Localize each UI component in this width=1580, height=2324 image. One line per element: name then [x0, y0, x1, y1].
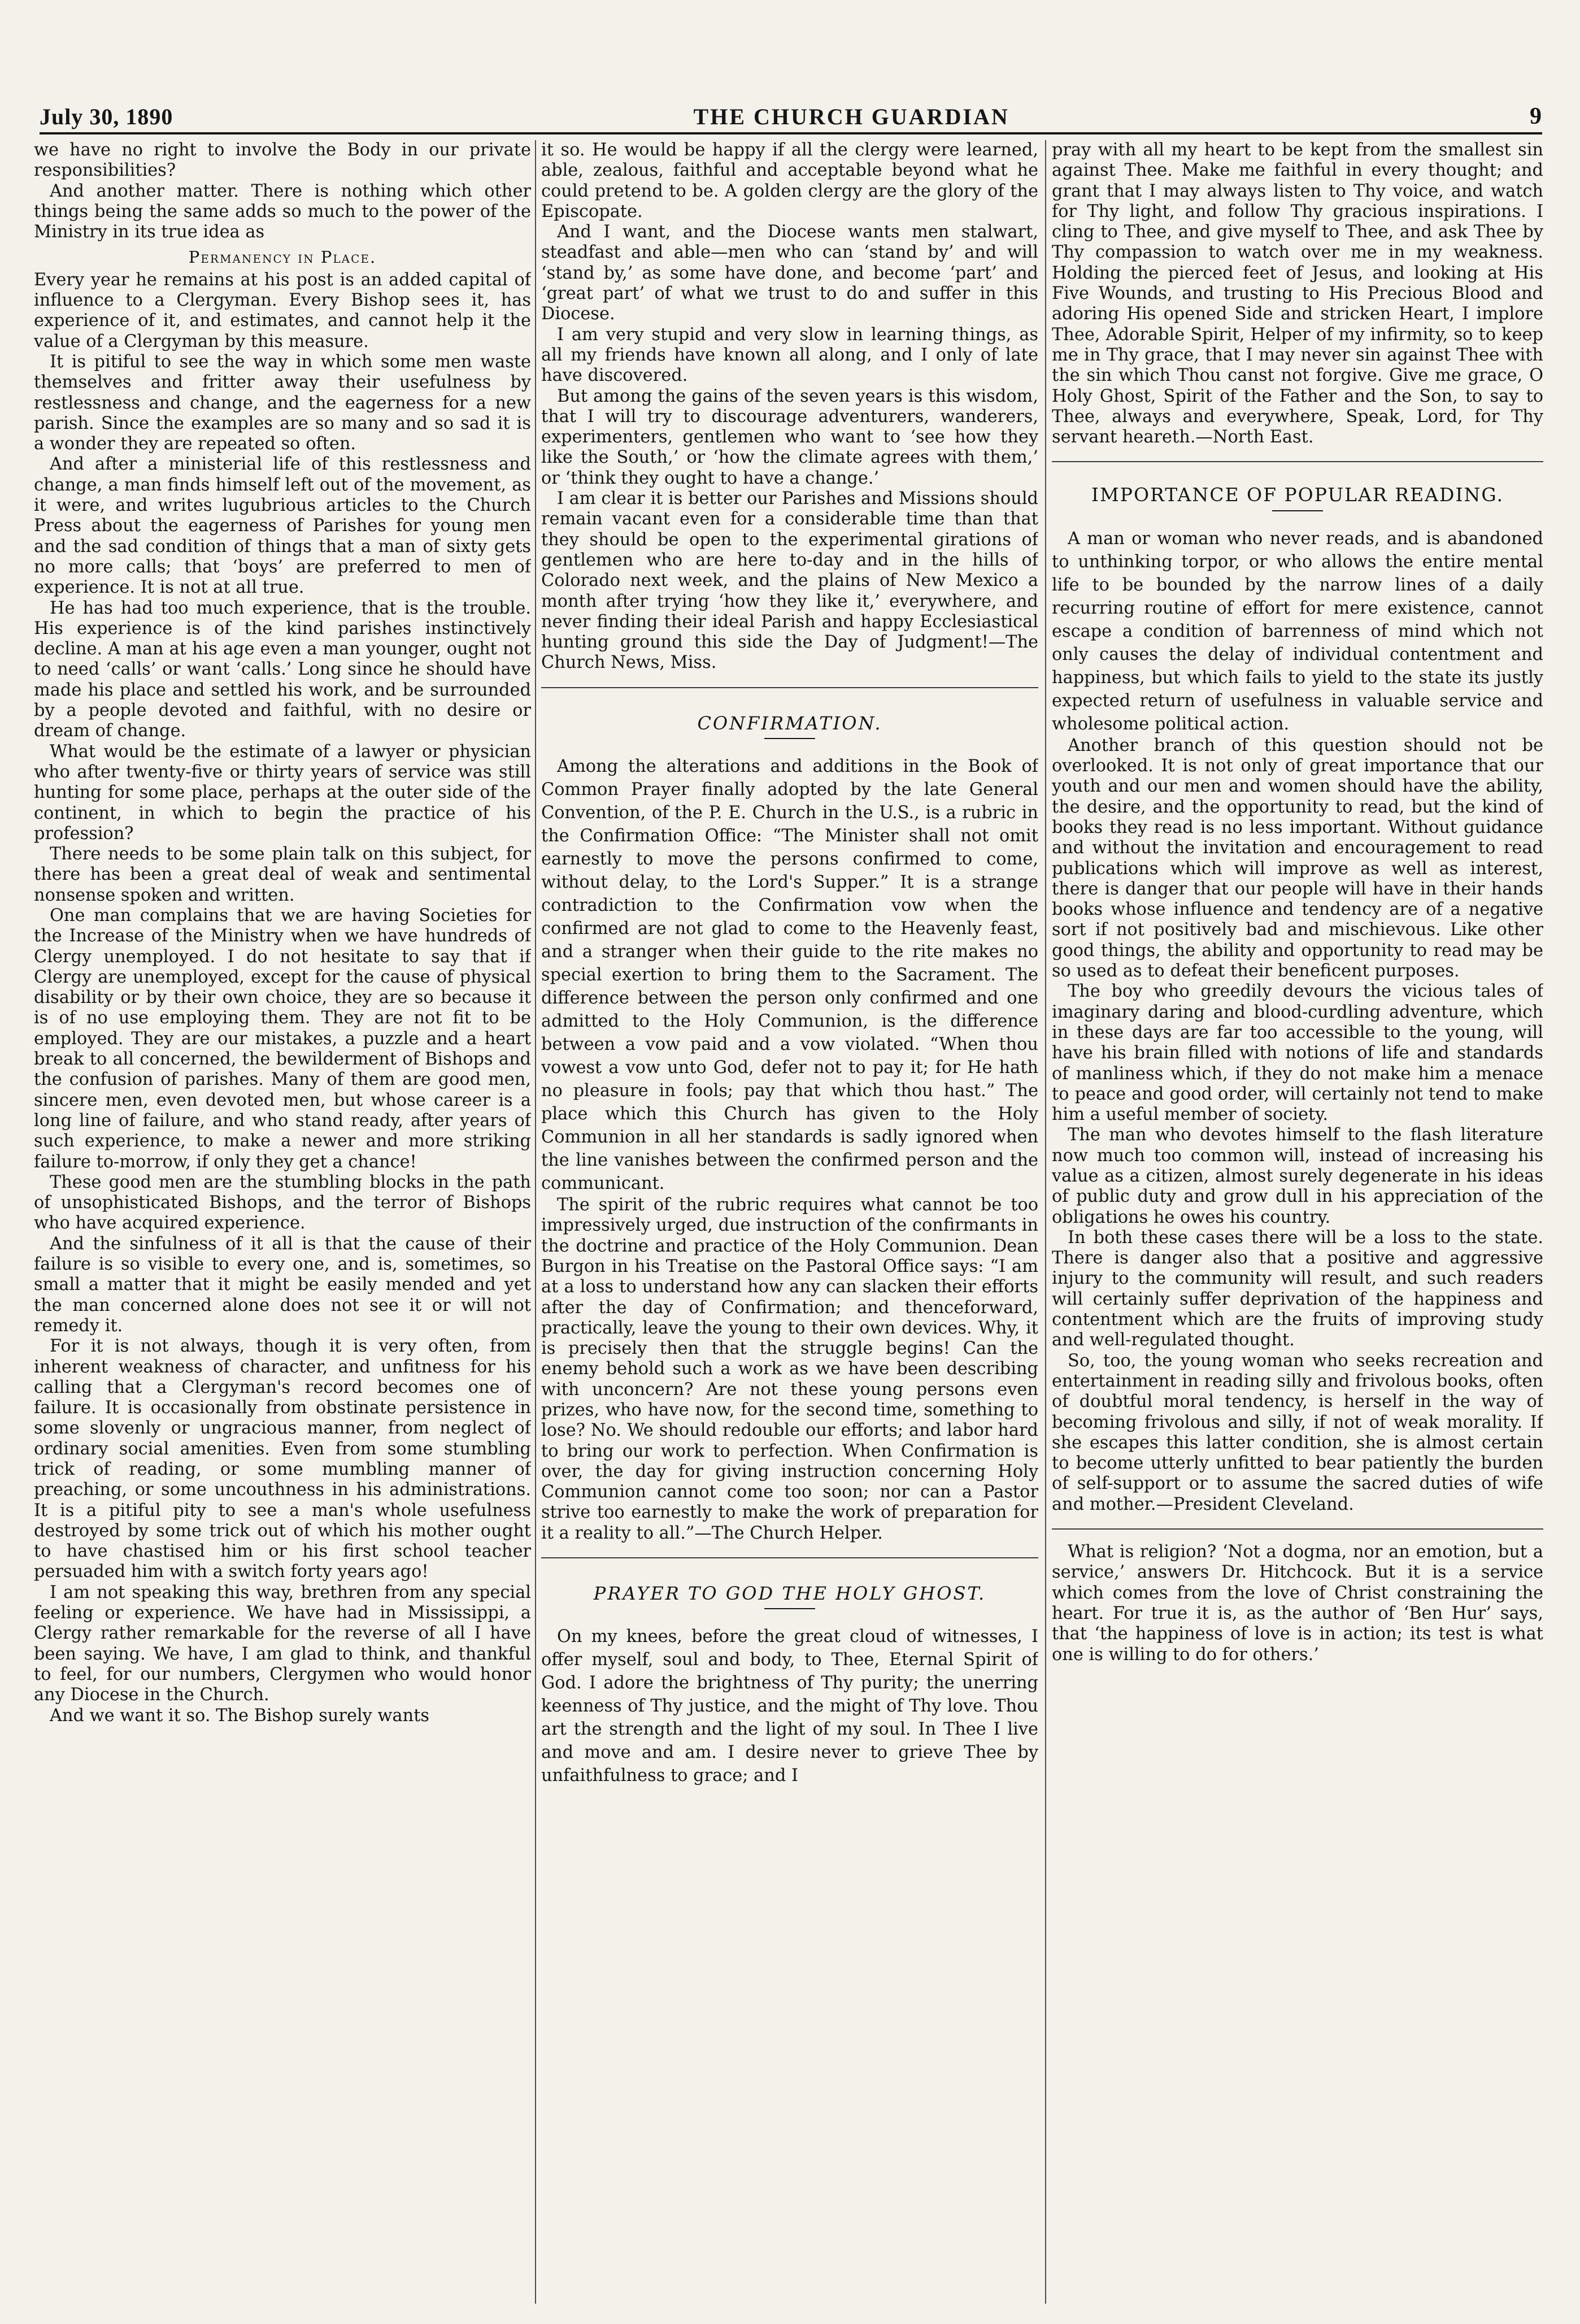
paragraph: Every year he remains at his post is an added capital of influence to a Clergyman. Every Bishop sees it, has experience of it, and estimates, and cannot help it the value of a Clergyman by this measure. — [34, 270, 531, 351]
paragraph: There needs to be some plain talk on this subject, for there has been a great deal of weak and sentimental nonsense spoken and written. — [34, 844, 531, 905]
article-separator — [541, 687, 1038, 688]
paragraph: we have no right to involve the Body in our private responsibilities? — [34, 140, 531, 181]
column-1 — [34, 140, 531, 2304]
paragraph: I am clear it is better our Parishes and Missions should remain vacant even for a considerable time than that they should be open to the experimental girations of gentlemen who are here to-day and in the hills of Colorado next week, and the plains of New Mexico a month after trying ‘how they like it,’ everywhere, and never finding their ideal Parish and happy Ecclesiastical hunting ground this side the Day of Judgment!—The Church News, Miss. — [541, 489, 1038, 673]
paragraph: The spirit of the rubric requires what cannot be too impressively urged, due instruction of the confirmants in the doctrine and practice of the Holy Communion. Dean Burgon in his Treatise on the Pastoral Office says: “I am at a loss to understand how any can slacken their efforts after the day of Confirmation; and thenceforward, practically, leave the young to their own devices. Why, it is precisely then that the struggle begins! Can the enemy behold such a work as we have been describing with unconcern? Are not these young persons even prizes, who have now, for the second time, something to lose? No. We should redouble our efforts; and labor hard to bring our work to perfection. When Confirmation is over, the day for giving instruction concerning Holy Communion cannot come too soon; nor can a Pastor strive too earnestly to make the work of preparation for it a reality to all.”—The Church Helper. — [541, 1195, 1038, 1543]
paragraph: And we want it so. The Bishop surely wants — [50, 1705, 430, 1726]
paragraph: I am not speaking this way, brethren from any special feeling or experience. We have had in Mississippi, a Clergy rather remarkable for the reverse of all I have been saying. We have, I am glad to think, and thankful to feel, for our numbers, Clergymen who would honor any Diocese in the Church. — [34, 1582, 531, 1705]
column-3 — [1052, 140, 1543, 2304]
paragraph: So, too, the young woman who seeks recreation and entertainment in reading silly and frivolous books, often of doubtful moral tendency, is herself in the way of becoming frivolous and silly, if not of weak morality. If she escapes this latter condition, she is almost certain to become utterly unfitted to bear patiently the burden of self-support or to assume the sacred duties of wife and mother.—President Cleveland. — [1052, 1350, 1543, 1514]
column-2 — [541, 140, 1038, 2304]
paragraph: What would be the estimate of a lawyer or physician who after twenty-five or thirty years of service was still hunting for some place, perhaps at the outer side of the continent, in which to begin the practice of his profession? — [34, 741, 531, 844]
paragraph: Another branch of this question should not be overlooked. It is not only of great importance that our youth and our men and women should have the ability, the desire, and the opportunity to read, but the kind of books they read is no less important. Without guidance and without the invitation and encouragement to read publications which will improve as well as interest, there is danger that our people will have in their hands books whose influence and tendency are of a negative sort if not positively bad and mischievous. Like other good things, the ability and opportunity to read may be so used as to defeat their beneficent purposes. — [1052, 735, 1543, 981]
paragraph: The boy who greedily devours the vicious tales of imaginary daring and blood-curdling adventure, which in these days are far too accessible to the young, will have his brain filled with notions of life and standards of manliness which, if they do not make him a menace to peace and good order, will certainly not tend to make him a useful member of society. — [1052, 981, 1543, 1125]
paragraph: Among the alterations and additions in the Book of Common Prayer finally adopted by the late General Convention, of the P. E. Church in the U.S., is a rubric in the Confirmation Office: “The Minister shall not omit earnestly to move the persons confirmed to come, without delay, to the Lord's Supper.” It is a strange contradiction to the Confirmation vow when the confirmed are not glad to come to the Heavenly feast, and a stranger when their guide to the rite makes no special exertion to bring them to the Sacrament. The difference between the person only confirmed and one admitted to the Holy Communion, is the difference between a vow paid and a vow violated. “When thou vowest a vow unto God, defer not to pay it; for He hath no pleasure in fools; pay that which thou hast.” The place which this Church has given to the Holy Communion in all her standards is sadly ignored when the line vanishes between the confirmed person and the communicant. — [541, 757, 1038, 1194]
paragraph: These good men are the stumbling blocks in the path of unsophisticated Bishops, and the terror of Bishops who have acquired experience. — [34, 1172, 531, 1233]
paragraph: A man or woman who never reads, and is abandoned to unthinking torpor, or who allows the entire mental life to be bounded by the narrow lines of a daily recurring routine of effort for mere existence, cannot escape a condition of barrenness of mind which not only causes the delay of individual contentment and happiness, but which fails to yield to the state its justly expected return of usefulness in valuable service and wholesome political action. — [1052, 528, 1543, 734]
paragraph: One man complains that we are having Societies for the Increase of the Ministry when we have hundreds of Clergy unemployed. I do not hesitate to say that if Clergy are unemployed, except for the cause of physical disability or by their own choice, they are so because it is of no use employing them. They are not fit to be employed. They are our mistakes, a puzzle and a heart break to all concerned, the bewilderment of Bishops and the confusion of parishes. Many of them are good men, sincere men, even devoted men, but whose career is a long line of failure, and who stand ready, after years of such experience, to make a newer and more striking failure to-morrow, if only they get a chance! — [34, 905, 531, 1172]
paragraph: And another matter. There is nothing which other things being the same adds so much to the power of the Ministry in its true idea as — [34, 181, 531, 242]
article-separator — [541, 1557, 1038, 1558]
newspaper-title: THE CHURCH GUARDIAN — [693, 104, 1009, 129]
paragraph: pray with all my heart to be kept from the smallest sin against Thee. Make me faithful in every thought; and grant that I may always listen to Thy voice, and watch for Thy light, and follow Thy gracious inspirations. I cling to Thee, and give myself to Thee, and ask Thee by Thy compassion to watch over me in my weakness. Holding the pierced feet of Jesus, and looking at His Five Wounds, and trusting to His Precious Blood and adoring His opened Side and stricken Heart, I implore Thee, Adorable Spirit, Helper of my infirmity, so to keep me in Thy grace, that I may never sin against Thee with the sin which Thou canst not forgive. Give me grace, O Holy Ghost, Spirit of the Father and the Son, to say to Thee, always and everywhere, Speak, Lord, for Thy servant heareth.—North East. — [1052, 140, 1543, 448]
masthead-rule — [40, 132, 1542, 134]
reading-heading: IMPORTANCE OF POPULAR READING. — [1091, 484, 1504, 506]
paragraph: The man who devotes himself to the flash literature now much too common will, instead of increasing his value as a citizen, almost surely degenerate in his ideas of public duty and grow dull in his appreciation of the obligations he owes his country. — [1052, 1125, 1543, 1227]
paragraph: it so. He would be happy if all the clergy were learned, able, zealous, faithful and acceptable beyond what he could pretend to be. A golden clergy are the glory of the Episcopate. — [541, 140, 1038, 221]
paragraph: And after a ministerial life of this restlessness and change, a man finds himself left out of the movement, as it were, and writes lugubrious articles to the Church Press about the eagerness of Parishes for young men and the sad condition of things that a man of sixty gets no more calls; that ‘boys’ are preferred to men of experience. It is not at all true. — [34, 454, 531, 598]
paragraph: In both these cases there will be a loss to the state. There is danger also that a positive and aggressive injury to the community will result, and such readers will certainly suffer deprivation of the happiness and contentment which are the fruits of improving study and well-regulated thought. — [1052, 1227, 1543, 1350]
paragraph: I am very stupid and very slow in learning things, as all my friends have known all along, and I only of late have discovered. — [541, 324, 1038, 386]
paragraph: He has had too much experience, that is the trouble. His experience is of the kind parishes instinctively decline. A man at his age even a man younger, ought not to need ‘calls’ or want ‘calls.’ Long since he should have made his place and settled his work, and be surrounded by a people devoted and faithful, with no desire or dream of change. — [34, 598, 531, 741]
article-separator — [1052, 461, 1543, 462]
heading-rule — [764, 1608, 815, 1609]
issue-date: July 30, 1890 — [40, 104, 173, 129]
paragraph: What is religion? ‘Not a dogma, nor an emotion, but a service,’ answers Dr. Hitchcock. But it is a service which comes from the love of Christ constraining the heart. For true it is, as the author of ‘Ben Hur’ says, that ‘the happiness of love is in action; its test is what one is willing to do for others.’ — [1052, 1542, 1543, 1665]
page-number: 9 — [1529, 103, 1542, 129]
article-separator — [1052, 1528, 1543, 1530]
heading-rule — [1272, 510, 1323, 511]
paragraph: But among the gains of the seven years is this wisdom, that I will try to discourage adventurers, wanderers, experimenters, gentlemen who want to ‘see how they like the South,’ or ‘how the climate agrees with them,’ or ‘think they ought to have a change.’ — [541, 386, 1038, 488]
column-divider — [1045, 140, 1046, 2304]
confirmation-heading: CONFIRMATION. — [697, 712, 882, 734]
masthead — [40, 85, 1542, 130]
column-divider — [535, 140, 536, 2304]
paragraph: For it is not always, though it is very often, from inherent weakness of character, and unfitness for his calling that a Clergyman's record becomes one of failure. It is occasionally from obstinate persistence in some slovenly or ungracious manner, from neglect of ordinary social amenities. Even from some stumbling trick of reading, or some mumbling manner of preaching, or some uncouthness in his administrations. It is a pitiful pity to see a man's whole usefulness destroyed by some trick out of which his mother ought to have chastised him or his first school teacher persuaded him with a switch forty years ago! — [34, 1336, 531, 1582]
prayer-heading: PRAYER TO GOD THE HOLY GHOST. — [593, 1583, 986, 1605]
paragraph: And the sinfulness of it all is that the cause of their failure is so visible to every one, and is, sometimes, so small a matter that it might be easily mended and yet the man concerned alone does not see it or will not remedy it. — [34, 1233, 531, 1336]
paragraph: And I want, and the Diocese wants men stalwart, steadfast and able—men who can ‘stand by’ and will ‘stand by,’ as some have done, and become ‘part’ and ‘great part’ of what we trust to do and suffer in this Diocese. — [541, 222, 1038, 324]
paragraph: It is pitiful to see the way in which some men waste themselves and fritter away their usefulness by restlessness and change, and the eagerness for a new parish. Since the examples are so many and so sad it is a wonder they are repeated so often. — [34, 351, 531, 454]
paragraph: On my knees, before the great cloud of witnesses, I offer myself, soul and body, to Thee, Eternal Spirit of God. I adore the brightness of Thy purity; the unerring keenness of Thy justice, and the might of Thy love. Thou art the strength and the light of my soul. In Thee I live and move and am. I desire never to grieve Thee by unfaithfulness to grace; and I — [541, 1627, 1038, 1786]
section-subheading: Permanency in Place. — [188, 247, 377, 267]
heading-rule — [764, 738, 815, 739]
